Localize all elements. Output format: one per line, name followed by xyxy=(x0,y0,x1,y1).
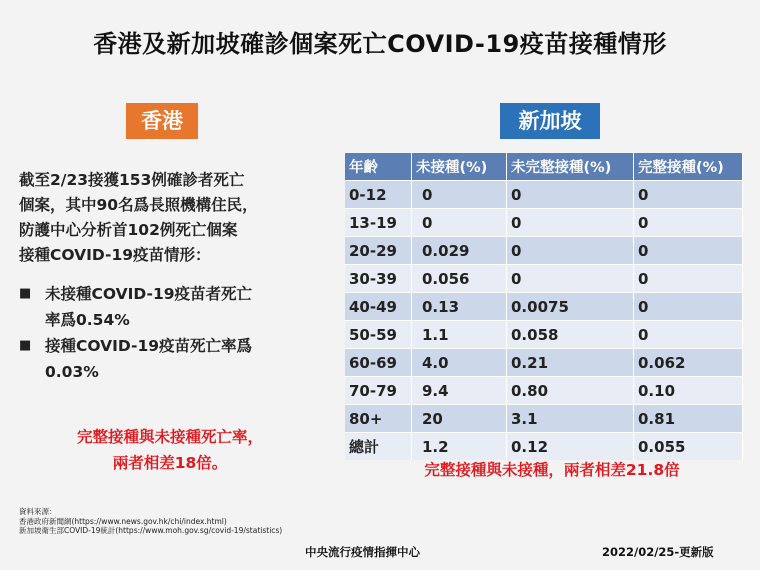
black-square-icon: ■ xyxy=(19,338,32,353)
table-row xyxy=(345,264,743,292)
partially-vaccinated-cell: 3.1 xyxy=(507,404,634,432)
header-fully-vaccinated: 完整接種(%) xyxy=(634,153,743,180)
table-row xyxy=(345,208,743,236)
singapore-table-container xyxy=(345,153,743,460)
unvaccinated-cell: 9.4 xyxy=(412,376,507,404)
age-cell: 50-59 xyxy=(345,320,412,348)
age-cell: 80+ xyxy=(345,404,412,432)
fully-vaccinated-cell: 0.10 xyxy=(634,376,743,404)
age-cell: 13-19 xyxy=(345,208,412,236)
sources-heading: 資料來源： xyxy=(19,507,57,516)
hong-kong-paragraph xyxy=(19,168,329,268)
table-row xyxy=(345,404,743,432)
table-row xyxy=(345,432,743,460)
singapore-death-rate-table xyxy=(345,153,743,460)
unvaccinated-cell: 1.1 xyxy=(412,320,507,348)
paragraph-line: 個案，其中90名爲長照機構住民， xyxy=(19,196,258,214)
header-partially-vaccinated: 未完整接種(%) xyxy=(507,153,634,180)
age-cell: 70-79 xyxy=(345,376,412,404)
unvaccinated-cell: 0.13 xyxy=(412,292,507,320)
bullet-line: 率爲0.54% xyxy=(45,311,130,329)
age-cell: 0-12 xyxy=(345,180,412,208)
bullet-line: 未接種COVID-19疫苗者死亡 xyxy=(45,285,253,303)
hong-kong-tag: 香港 xyxy=(126,103,198,139)
age-cell: 20-29 xyxy=(345,236,412,264)
singapore-tag: 新加坡 xyxy=(500,103,600,139)
paragraph-line: 接種COVID-19疫苗情形： xyxy=(19,246,211,264)
unvaccinated-cell: 4.0 xyxy=(412,348,507,376)
header-unvaccinated: 未接種(%) xyxy=(412,153,507,180)
header-age: 年齡 xyxy=(345,153,412,180)
unvaccinated-cell: 20 xyxy=(412,404,507,432)
singapore-conclusion: 完整接種與未接種，兩者相差21.8倍 xyxy=(424,461,680,479)
age-cell: 60-69 xyxy=(345,348,412,376)
conclusion-line: 兩者相差18倍。 xyxy=(112,454,228,472)
partially-vaccinated-cell: 0.058 xyxy=(507,320,634,348)
table-body xyxy=(345,180,743,460)
paragraph-line: 截至2/23接獲153例確診者死亡 xyxy=(19,171,245,189)
age-cell: 30-39 xyxy=(345,264,412,292)
sources xyxy=(19,507,282,536)
source-line: 新加坡衛生部COVID-19統計(https://www.moh.gov.sg/covid-19/statistics) xyxy=(19,526,283,535)
hong-kong-conclusion xyxy=(20,424,320,476)
bullet-item xyxy=(19,333,319,385)
fully-vaccinated-cell: 0.055 xyxy=(634,432,743,460)
unvaccinated-cell: 1.2 xyxy=(412,432,507,460)
fully-vaccinated-cell: 0 xyxy=(634,264,743,292)
table-header-row xyxy=(345,153,743,180)
partially-vaccinated-cell: 0 xyxy=(507,236,634,264)
hong-kong-bullets xyxy=(19,281,319,385)
fully-vaccinated-cell: 0 xyxy=(634,320,743,348)
table-row xyxy=(345,180,743,208)
table-row xyxy=(345,320,743,348)
fully-vaccinated-cell: 0 xyxy=(634,236,743,264)
page-title: 香港及新加坡確診個案死亡COVID-19疫苗接種情形 xyxy=(93,30,667,58)
table-row xyxy=(345,376,743,404)
unvaccinated-cell: 0 xyxy=(412,208,507,236)
partially-vaccinated-cell: 0 xyxy=(507,208,634,236)
fully-vaccinated-cell: 0.062 xyxy=(634,348,743,376)
source-line: 香港政府新聞網(https://www.news.gov.hk/chi/index.html) xyxy=(19,516,227,526)
partially-vaccinated-cell: 0 xyxy=(507,180,634,208)
bullet-item xyxy=(19,281,319,333)
paragraph-line: 防護中心分析首102例死亡個案 xyxy=(19,221,238,239)
partially-vaccinated-cell: 0 xyxy=(507,264,634,292)
unvaccinated-cell: 0.029 xyxy=(412,236,507,264)
bullet-line: 0.03% xyxy=(45,363,99,381)
fully-vaccinated-cell: 0 xyxy=(634,292,743,320)
partially-vaccinated-cell: 0.80 xyxy=(507,376,634,404)
age-cell: 總計 xyxy=(345,432,412,460)
table-row xyxy=(345,292,743,320)
partially-vaccinated-cell: 0.12 xyxy=(507,432,634,460)
table-row xyxy=(345,348,743,376)
partially-vaccinated-cell: 0.0075 xyxy=(507,292,634,320)
age-cell: 40-49 xyxy=(345,292,412,320)
unvaccinated-cell: 0.056 xyxy=(412,264,507,292)
partially-vaccinated-cell: 0.21 xyxy=(507,348,634,376)
fully-vaccinated-cell: 0 xyxy=(634,180,743,208)
unvaccinated-cell: 0 xyxy=(412,180,507,208)
footer-agency: 中央流行疫情指揮中心 xyxy=(305,545,420,559)
black-square-icon: ■ xyxy=(19,286,32,301)
table-row xyxy=(345,236,743,264)
fully-vaccinated-cell: 0 xyxy=(634,208,743,236)
footer-date: 2022/02/25-更新版 xyxy=(602,545,714,559)
conclusion-line: 完整接種與未接種死亡率， xyxy=(76,428,263,446)
bullet-line: 接種COVID-19疫苗死亡率爲 xyxy=(45,337,253,355)
fully-vaccinated-cell: 0.81 xyxy=(634,404,743,432)
